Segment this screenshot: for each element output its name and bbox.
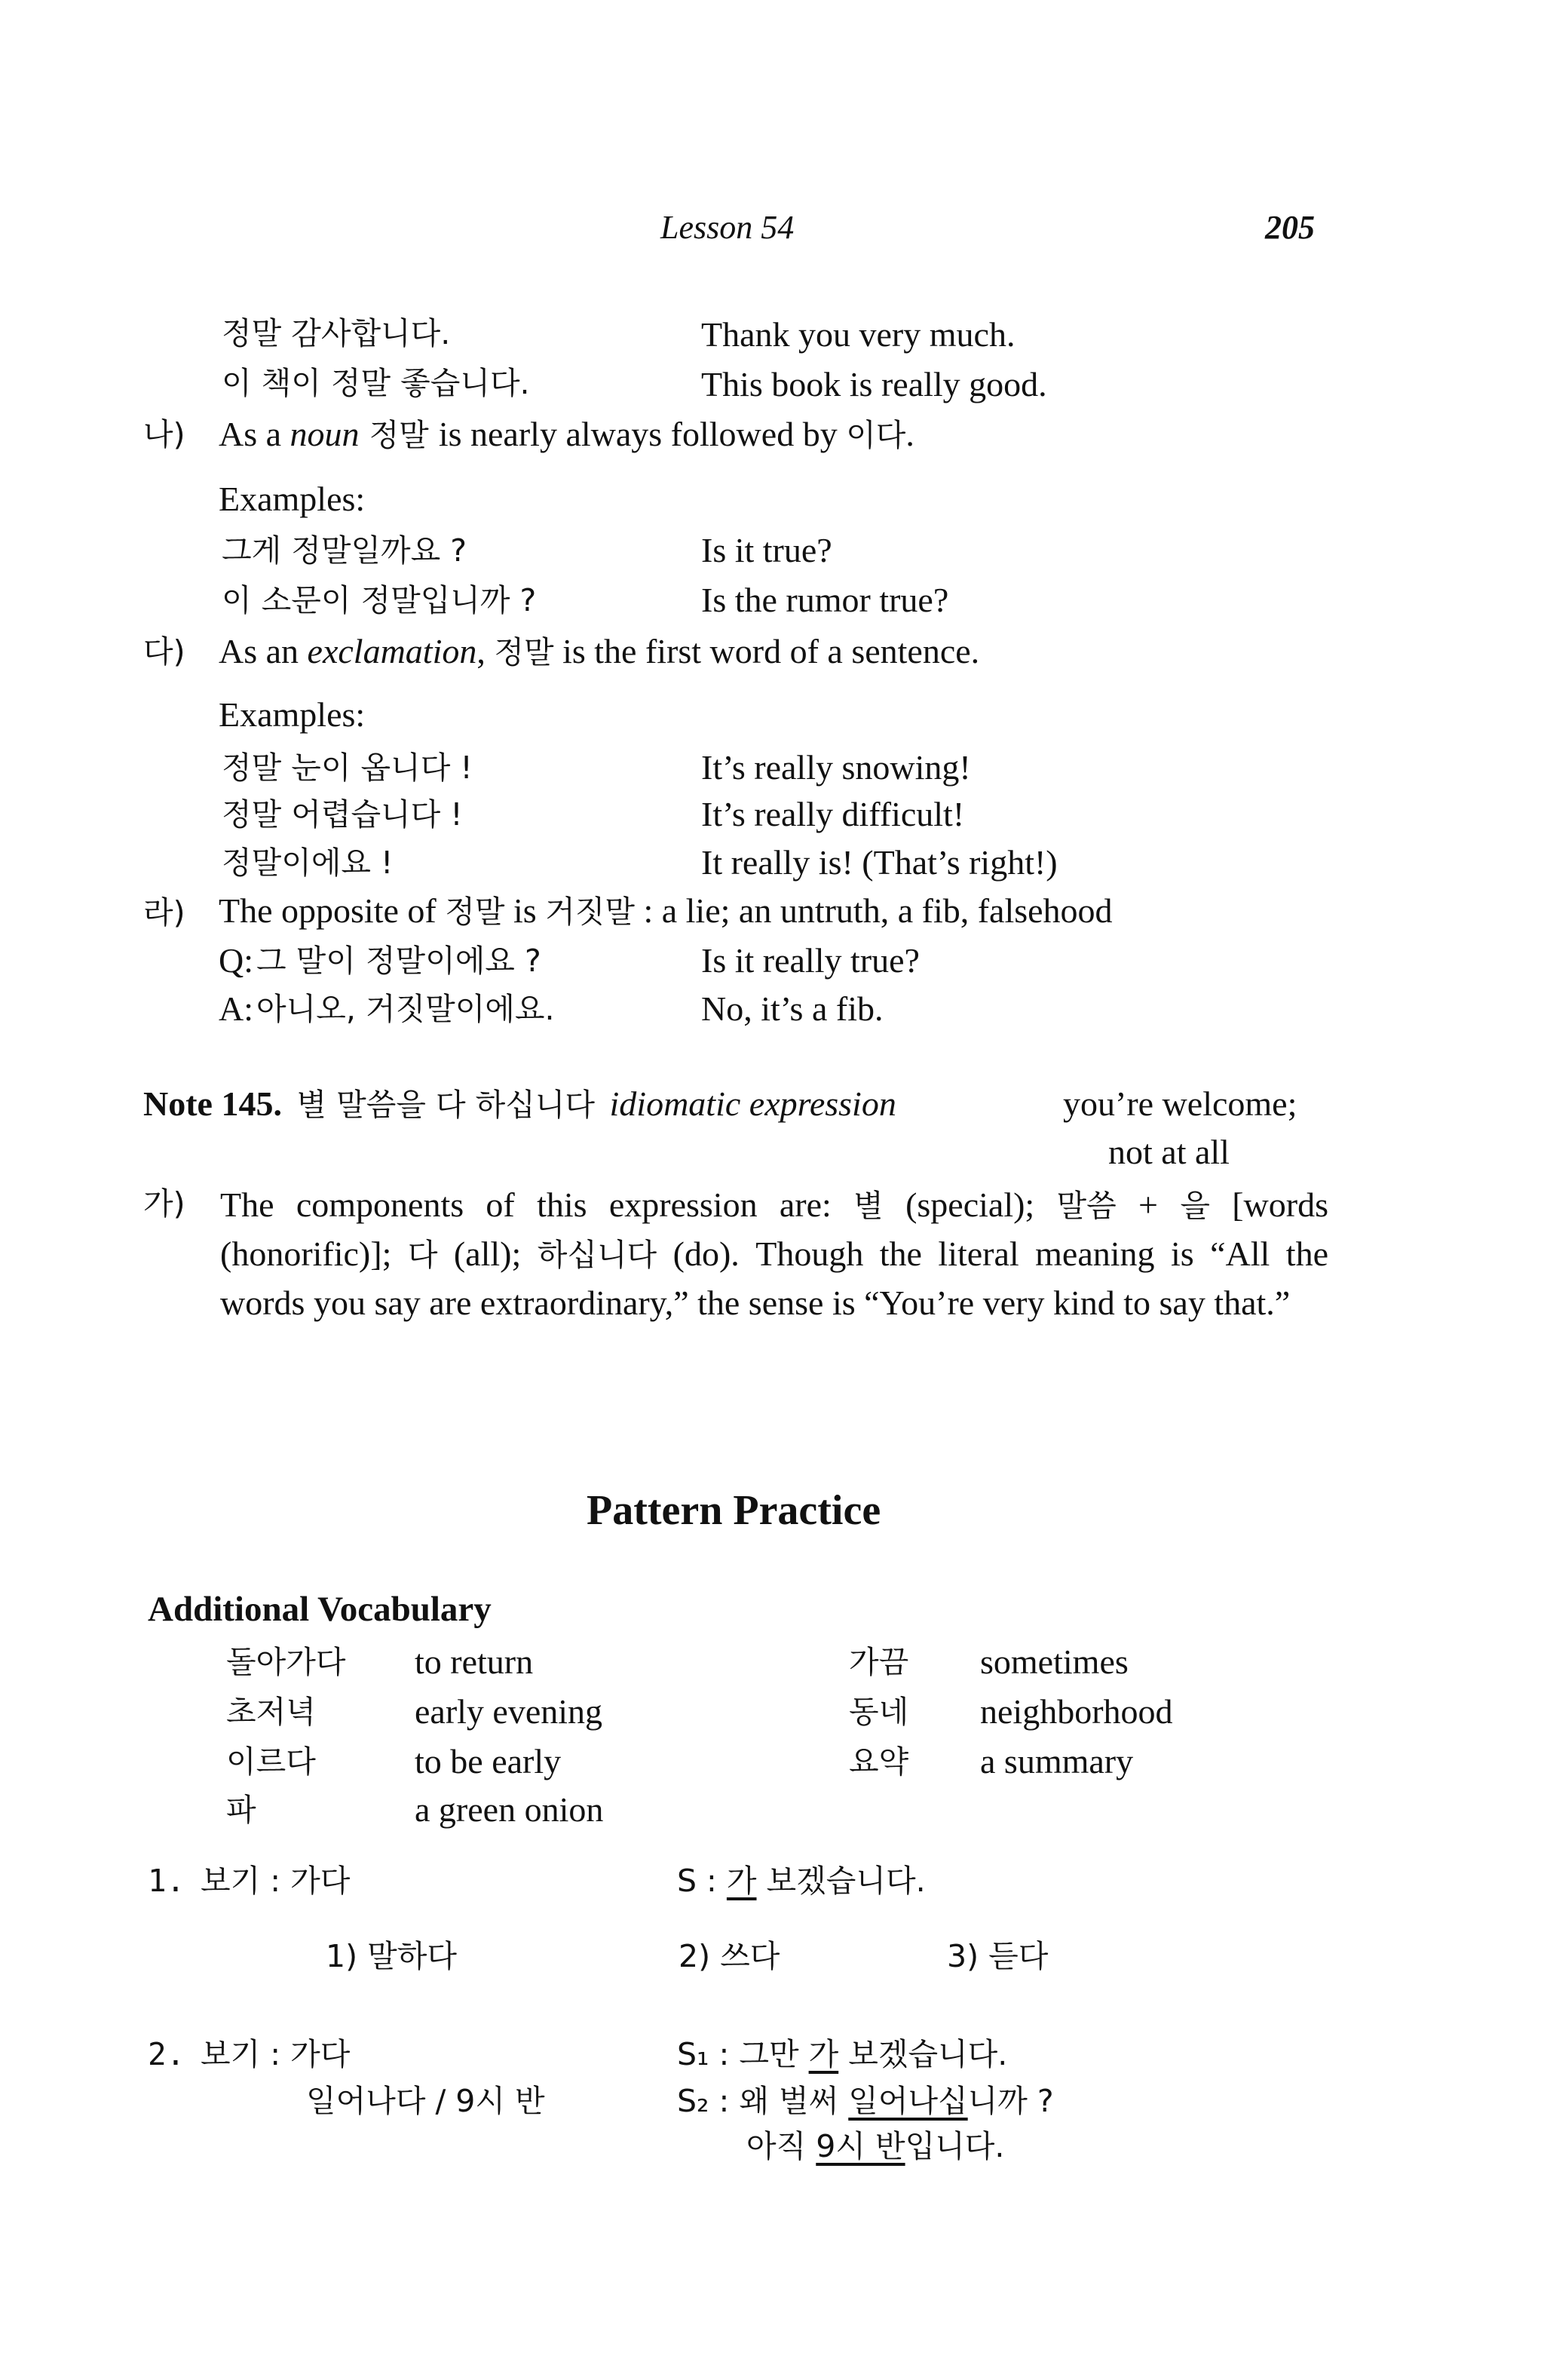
ga-ko-1: 별 [853, 1188, 884, 1224]
da-ko-1: 정말 [494, 634, 554, 670]
item-marker-na: 나) [143, 416, 185, 452]
example-en: Thank you very much. [701, 315, 1016, 354]
ga-text-3: + [1116, 1185, 1181, 1224]
note-korean-expression: 별 말씀을 다 하십니다 [296, 1087, 596, 1123]
example-ko: 이 소문이 정말입니까 ? [222, 582, 537, 618]
note-meaning-line-2: not at all [1108, 1133, 1230, 1171]
da-text-3: is the first word of a sentence. [553, 632, 980, 670]
response-underlined: 가 [808, 2036, 839, 2072]
ga-ko-4: 다 [407, 1237, 438, 1273]
na-text-3: . [905, 415, 914, 453]
example-ko: 정말 감사합니다. [222, 315, 451, 351]
vocab-ko: 이르다 [226, 1744, 316, 1780]
note-heading [143, 1083, 896, 1124]
vocab-ko: 돌아가다 [226, 1644, 346, 1680]
response-rest: 보겠습니다. [838, 2036, 1008, 2072]
answer-label: A: [219, 989, 253, 1028]
ra-text-3: : a lie; an untruth, a fib, falsehood [634, 891, 1113, 930]
page-number: 205 [1265, 209, 1315, 246]
exercise-cue: 일어나다 / 9시 반 [306, 2083, 545, 2119]
da-text-2: , [476, 632, 495, 670]
exercise-response [677, 1863, 926, 1900]
da-text-1: As an [219, 632, 308, 670]
note-description: idiomatic expression [609, 1084, 896, 1123]
ra-sentence [219, 890, 1113, 931]
item-marker-ra: 라) [143, 894, 185, 931]
running-header: Lesson 54 [660, 209, 795, 246]
exercise-number: 2. [148, 2036, 185, 2072]
response-rest: 보겠습니다. [756, 1863, 926, 1899]
ra-text-2: is [504, 891, 546, 930]
na-ko-1: 정말 [359, 417, 439, 453]
exercise-response [677, 2036, 1007, 2073]
speaker-label: S : [677, 1863, 727, 1899]
speaker-label: S₁ : 그만 [677, 2036, 809, 2072]
example-ko: 정말 눈이 옵니다 ! [222, 750, 473, 786]
ga-text-5: (all); [437, 1234, 538, 1273]
vocab-en: sometimes [980, 1642, 1129, 1681]
na-noun: noun [290, 415, 360, 453]
response-rest: 입니다. [905, 2128, 1005, 2164]
na-ko-2: 이다 [846, 417, 906, 453]
vocab-en: neighborhood [980, 1692, 1173, 1731]
example-en: It’s really difficult! [701, 795, 965, 833]
vocab-en: early evening [415, 1692, 603, 1731]
ra-text-1: The opposite of [219, 891, 446, 930]
section-title: Pattern Practice [587, 1487, 881, 1534]
ga-text-4: [words (honorific)]; [220, 1185, 1328, 1273]
example-en: This book is really good. [701, 365, 1047, 403]
response-rest: 니까 ? [967, 2083, 1054, 2119]
ga-text-2: (special); [883, 1185, 1057, 1224]
exercise-response [746, 2128, 1004, 2165]
example-ko: 정말 어렵습니다 ! [222, 796, 463, 833]
exercise-item: 3) 듣다 [947, 1938, 1049, 1974]
exercise-response [677, 2083, 1054, 2120]
answer-en: No, it’s a fib. [701, 989, 884, 1028]
vocab-ko: 요약 [849, 1744, 909, 1780]
vocabulary-heading: Additional Vocabulary [148, 1590, 492, 1629]
vocab-en: a green onion [415, 1790, 604, 1829]
question-ko: 그 말이 정말이에요 ? [256, 943, 541, 979]
exercise-item: 2) 쓰다 [679, 1938, 780, 1974]
example-en: Is the rumor true? [701, 581, 949, 619]
vocab-ko: 파 [226, 1792, 256, 1828]
response-underlined: 일어나십 [848, 2083, 968, 2119]
response-underlined: 9시 반 [816, 2128, 905, 2164]
vocab-ko: 동네 [849, 1694, 909, 1730]
vocab-ko: 가끔 [849, 1644, 909, 1680]
note-explanation [220, 1181, 1328, 1327]
response-underlined: 가 [726, 1863, 757, 1899]
ga-text-1: The components of this expression are: [220, 1185, 854, 1224]
item-marker-da: 다) [143, 633, 185, 670]
example-ko: 정말이에요 ! [222, 845, 394, 881]
examples-label: Examples: [219, 480, 366, 518]
vocab-en: a summary [980, 1742, 1134, 1780]
response-pre: 아직 [746, 2128, 816, 2164]
da-exclamation: exclamation [307, 632, 477, 670]
vocab-ko: 초저녁 [226, 1694, 316, 1730]
na-sentence [219, 413, 914, 455]
vocab-en: to return [415, 1642, 534, 1681]
exercise-item: 1) 말하다 [326, 1938, 457, 1974]
example-en: It really is! (That’s right!) [701, 843, 1058, 882]
question-label: Q: [219, 941, 253, 980]
na-text-1: As a [219, 415, 290, 453]
ga-text-6: (do). Though the literal meaning is “All the words you say are extraordinary,” the sense is “You’re very kind to say that.” [220, 1234, 1328, 1322]
note-meaning-line-1: you’re welcome; [1063, 1084, 1297, 1123]
ga-ko-3: 을 [1180, 1188, 1210, 1224]
example-en: Is it true? [701, 531, 832, 569]
example-ko: 이 책이 정말 좋습니다. [222, 365, 530, 401]
na-text-2: is nearly always followed by [438, 415, 847, 453]
ra-ko-2: 거짓말 [545, 894, 635, 930]
question-en: Is it really true? [701, 941, 920, 980]
ra-ko-1: 정말 [445, 894, 505, 930]
ga-ko-5: 하십니다 [537, 1237, 657, 1273]
ga-ko-2: 말씀 [1056, 1188, 1117, 1224]
da-sentence [219, 630, 979, 672]
example-ko: 그게 정말일까요 ? [222, 532, 467, 569]
speaker-label: S₂ : 왜 벌써 [677, 2083, 849, 2119]
examples-label: Examples: [219, 695, 366, 734]
exercise-model: 보기 : 가다 [201, 2036, 351, 2072]
note-label: Note 145. [143, 1084, 282, 1123]
answer-ko: 아니오, 거짓말이에요. [256, 991, 555, 1027]
item-marker-ga: 가) [143, 1185, 185, 1222]
example-en: It’s really snowing! [701, 748, 971, 787]
vocab-en: to be early [415, 1742, 562, 1780]
exercise-model: 보기 : 가다 [201, 1863, 351, 1899]
exercise-number: 1. [148, 1863, 185, 1899]
